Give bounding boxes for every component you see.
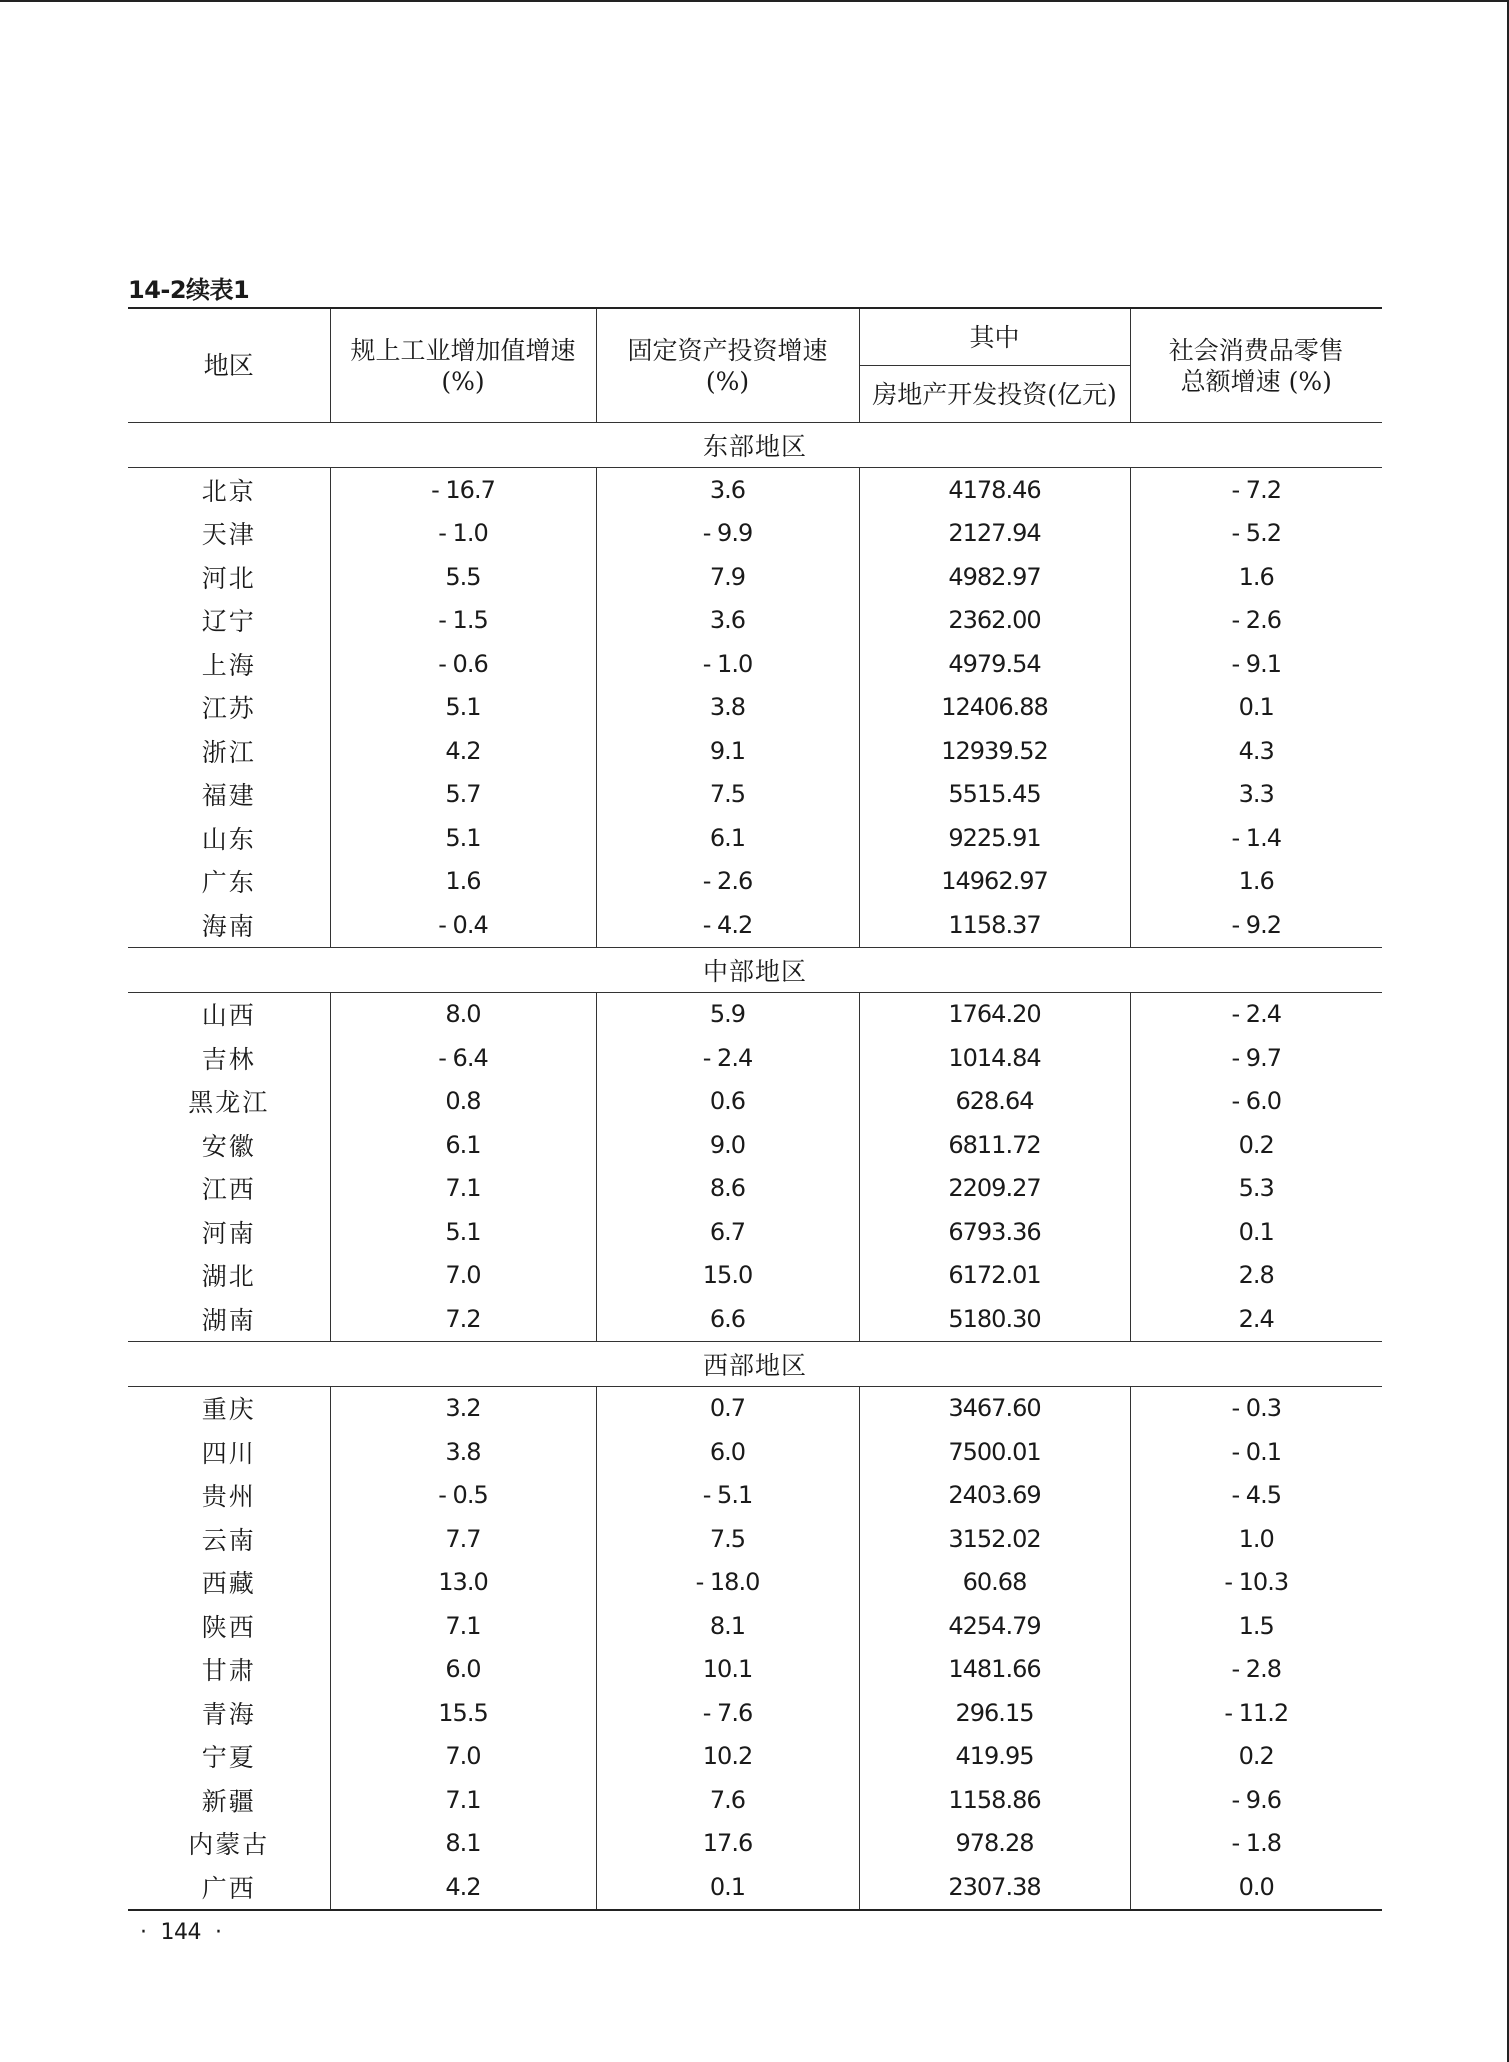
cell-retail-growth: - 9.2: [1130, 903, 1382, 947]
cell-real-estate: 1158.86: [859, 1778, 1130, 1822]
table-row: [128, 1517, 1382, 1561]
cell-region: 宁夏: [201, 1743, 256, 1773]
header-retail-line2: 总额增速 (%): [1180, 366, 1332, 396]
cell-industrial-growth: 4.2: [330, 1865, 596, 1910]
cell-retail-growth: - 1.8: [1130, 1822, 1382, 1866]
cell-retail-growth: 2.4: [1130, 1297, 1382, 1341]
cell-industrial-growth: 7.0: [330, 1735, 596, 1779]
cell-region: 重庆: [201, 1395, 256, 1425]
cell-region: 安徽: [201, 1131, 256, 1161]
cell-fixed-investment: 6.6: [596, 1297, 859, 1341]
cell-region: 黑龙江: [188, 1088, 270, 1118]
table-row: [128, 1691, 1382, 1735]
cell-retail-growth: 0.1: [1130, 1210, 1382, 1254]
cell-real-estate: 12406.88: [859, 686, 1130, 730]
cell-fixed-investment: 6.0: [596, 1430, 859, 1474]
cell-industrial-growth: 5.1: [330, 816, 596, 860]
cell-industrial-growth: 13.0: [330, 1561, 596, 1605]
cell-industrial-growth: 7.1: [330, 1167, 596, 1211]
cell-retail-growth: - 0.1: [1130, 1430, 1382, 1474]
page-number-value: 144: [160, 1920, 201, 1945]
cell-region: 陕西: [201, 1612, 256, 1642]
table-row: [128, 686, 1382, 730]
section-label: 西部地区: [128, 1341, 1382, 1386]
cell-real-estate: 4178.46: [859, 468, 1130, 512]
table-row: [128, 599, 1382, 643]
cell-retail-growth: - 2.8: [1130, 1648, 1382, 1692]
cell-region: 河北: [201, 563, 256, 593]
table-row: [128, 729, 1382, 773]
cell-retail-growth: 1.5: [1130, 1604, 1382, 1648]
table-title: 14-2续表1: [128, 276, 250, 304]
table-row: [128, 992, 1382, 1036]
table-row: [128, 1474, 1382, 1518]
cell-region: 西藏: [201, 1569, 256, 1599]
header-industrial-line2: (%): [441, 366, 485, 396]
cell-retail-growth: - 4.5: [1130, 1474, 1382, 1518]
cell-retail-growth: - 6.0: [1130, 1080, 1382, 1124]
cell-fixed-investment: 9.1: [596, 729, 859, 773]
cell-retail-growth: - 7.2: [1130, 468, 1382, 512]
cell-fixed-investment: 7.5: [596, 773, 859, 817]
cell-fixed-investment: 17.6: [596, 1822, 859, 1866]
cell-retail-growth: - 10.3: [1130, 1561, 1382, 1605]
cell-real-estate: 12939.52: [859, 729, 1130, 773]
table-row: [128, 1036, 1382, 1080]
cell-industrial-growth: 1.6: [330, 860, 596, 904]
cell-fixed-investment: 8.1: [596, 1604, 859, 1648]
page-number: [126, 1920, 236, 1945]
table-row: [128, 555, 1382, 599]
table-row: [128, 773, 1382, 817]
table-body: [128, 423, 1382, 1910]
cell-industrial-growth: - 16.7: [330, 468, 596, 512]
cell-fixed-investment: 10.2: [596, 1735, 859, 1779]
cell-retail-growth: 5.3: [1130, 1167, 1382, 1211]
header-industrial-line1: 规上工业增加值增速: [350, 335, 576, 365]
cell-industrial-growth: 3.8: [330, 1430, 596, 1474]
cell-real-estate: 2307.38: [859, 1865, 1130, 1910]
cell-industrial-growth: 5.7: [330, 773, 596, 817]
cell-fixed-investment: 6.7: [596, 1210, 859, 1254]
cell-fixed-investment: 7.6: [596, 1778, 859, 1822]
cell-real-estate: 419.95: [859, 1735, 1130, 1779]
cell-industrial-growth: 3.2: [330, 1386, 596, 1430]
cell-industrial-growth: 7.1: [330, 1778, 596, 1822]
cell-real-estate: 6172.01: [859, 1254, 1130, 1298]
section-row: [128, 1341, 1382, 1386]
data-table: [128, 307, 1382, 1911]
cell-fixed-investment: 8.6: [596, 1167, 859, 1211]
cell-real-estate: 3152.02: [859, 1517, 1130, 1561]
table-row: [128, 1735, 1382, 1779]
cell-retail-growth: - 0.3: [1130, 1386, 1382, 1430]
cell-region: 四川: [201, 1438, 256, 1468]
cell-region: 湖南: [201, 1305, 256, 1335]
cell-retail-growth: 3.3: [1130, 773, 1382, 817]
cell-fixed-investment: - 4.2: [596, 903, 859, 947]
cell-region: 新疆: [201, 1786, 256, 1816]
cell-real-estate: 1764.20: [859, 992, 1130, 1036]
cell-industrial-growth: 4.2: [330, 729, 596, 773]
header-fixed-investment: [596, 308, 859, 423]
cell-retail-growth: - 9.1: [1130, 642, 1382, 686]
cell-industrial-growth: - 0.5: [330, 1474, 596, 1518]
cell-industrial-growth: 5.5: [330, 555, 596, 599]
table-row: [128, 903, 1382, 947]
cell-fixed-investment: 6.1: [596, 816, 859, 860]
section-row: [128, 423, 1382, 468]
cell-real-estate: 9225.91: [859, 816, 1130, 860]
cell-region: 上海: [201, 650, 256, 680]
table-row: [128, 1604, 1382, 1648]
cell-retail-growth: 4.3: [1130, 729, 1382, 773]
cell-region: 甘肃: [201, 1656, 256, 1686]
cell-fixed-investment: 0.6: [596, 1080, 859, 1124]
table-row: [128, 1648, 1382, 1692]
cell-real-estate: 296.15: [859, 1691, 1130, 1735]
section-label: 东部地区: [128, 423, 1382, 468]
cell-region: 浙江: [201, 737, 256, 767]
cell-real-estate: 978.28: [859, 1822, 1130, 1866]
header-fixed-line1: 固定资产投资增速: [627, 335, 828, 365]
cell-fixed-investment: 9.0: [596, 1123, 859, 1167]
cell-region: 山东: [201, 824, 256, 854]
cell-retail-growth: - 11.2: [1130, 1691, 1382, 1735]
cell-real-estate: 6793.36: [859, 1210, 1130, 1254]
cell-industrial-growth: 7.1: [330, 1604, 596, 1648]
cell-retail-growth: - 2.4: [1130, 992, 1382, 1036]
cell-real-estate: 1014.84: [859, 1036, 1130, 1080]
cell-region: 辽宁: [201, 607, 256, 637]
header-region: [128, 308, 330, 423]
cell-retail-growth: - 1.4: [1130, 816, 1382, 860]
cell-retail-growth: - 9.7: [1130, 1036, 1382, 1080]
cell-industrial-growth: 6.1: [330, 1123, 596, 1167]
cell-region: 内蒙古: [188, 1830, 270, 1860]
cell-fixed-investment: 0.7: [596, 1386, 859, 1430]
cell-industrial-growth: - 1.0: [330, 512, 596, 556]
cell-retail-growth: 1.6: [1130, 555, 1382, 599]
header-of-which-label: 其中: [969, 322, 1020, 352]
cell-retail-growth: 0.2: [1130, 1735, 1382, 1779]
cell-real-estate: 4979.54: [859, 642, 1130, 686]
cell-retail-growth: 1.6: [1130, 860, 1382, 904]
table-row: [128, 1297, 1382, 1341]
section-row: [128, 947, 1382, 992]
header-retail-line1: 社会消费品零售: [1168, 335, 1344, 365]
cell-industrial-growth: 5.1: [330, 686, 596, 730]
table-row: [128, 1865, 1382, 1910]
cell-industrial-growth: - 0.4: [330, 903, 596, 947]
cell-retail-growth: 0.0: [1130, 1865, 1382, 1910]
cell-retail-growth: 0.2: [1130, 1123, 1382, 1167]
cell-real-estate: 5180.30: [859, 1297, 1130, 1341]
cell-fixed-investment: 3.8: [596, 686, 859, 730]
cell-fixed-investment: - 9.9: [596, 512, 859, 556]
cell-real-estate: 2209.27: [859, 1167, 1130, 1211]
cell-fixed-investment: 7.5: [596, 1517, 859, 1561]
header-fixed-line2: (%): [705, 366, 750, 396]
cell-retail-growth: - 2.6: [1130, 599, 1382, 643]
table-row: [128, 642, 1382, 686]
cell-fixed-investment: 0.1: [596, 1865, 859, 1910]
table-row: [128, 1254, 1382, 1298]
cell-real-estate: 2127.94: [859, 512, 1130, 556]
cell-real-estate: 4982.97: [859, 555, 1130, 599]
cell-fixed-investment: 10.1: [596, 1648, 859, 1692]
cell-industrial-growth: 8.0: [330, 992, 596, 1036]
cell-fixed-investment: - 1.0: [596, 642, 859, 686]
cell-real-estate: 1158.37: [859, 903, 1130, 947]
table-header: [128, 308, 1382, 423]
cell-fixed-investment: - 2.4: [596, 1036, 859, 1080]
table-row: [128, 1123, 1382, 1167]
cell-region: 江苏: [201, 694, 256, 724]
cell-real-estate: 7500.01: [859, 1430, 1130, 1474]
page-number-dot-left: ·: [140, 1920, 147, 1945]
cell-fixed-investment: 3.6: [596, 599, 859, 643]
cell-industrial-growth: 8.1: [330, 1822, 596, 1866]
cell-real-estate: 5515.45: [859, 773, 1130, 817]
cell-region: 海南: [201, 911, 256, 941]
table-row: [128, 1210, 1382, 1254]
header-real-estate-label: 房地产开发投资(亿元): [872, 379, 1117, 409]
cell-region: 山西: [201, 1001, 256, 1031]
cell-fixed-investment: - 5.1: [596, 1474, 859, 1518]
cell-fixed-investment: - 18.0: [596, 1561, 859, 1605]
table-row: [128, 1430, 1382, 1474]
cell-industrial-growth: 15.5: [330, 1691, 596, 1735]
cell-fixed-investment: - 2.6: [596, 860, 859, 904]
cell-retail-growth: 1.0: [1130, 1517, 1382, 1561]
table-row: [128, 1561, 1382, 1605]
page-number-dot-right: ·: [215, 1920, 222, 1945]
cell-industrial-growth: 7.0: [330, 1254, 596, 1298]
cell-real-estate: 6811.72: [859, 1123, 1130, 1167]
cell-retail-growth: - 9.6: [1130, 1778, 1382, 1822]
cell-industrial-growth: - 6.4: [330, 1036, 596, 1080]
cell-real-estate: 3467.60: [859, 1386, 1130, 1430]
cell-real-estate: 60.68: [859, 1561, 1130, 1605]
cell-region: 福建: [201, 781, 256, 811]
cell-region: 天津: [201, 520, 256, 550]
header-region-label: 地区: [203, 351, 254, 380]
table-row: [128, 1080, 1382, 1124]
table-row: [128, 1822, 1382, 1866]
cell-region: 广东: [201, 868, 256, 898]
cell-real-estate: 4254.79: [859, 1604, 1130, 1648]
cell-region: 广西: [128, 1865, 330, 1910]
cell-region: 贵州: [201, 1482, 256, 1512]
table-row: [128, 1386, 1382, 1430]
cell-industrial-growth: 0.8: [330, 1080, 596, 1124]
cell-real-estate: 628.64: [859, 1080, 1130, 1124]
cell-real-estate: 2403.69: [859, 1474, 1130, 1518]
cell-fixed-investment: 15.0: [596, 1254, 859, 1298]
cell-region: 云南: [201, 1525, 256, 1555]
cell-retail-growth: - 5.2: [1130, 512, 1382, 556]
table-row: [128, 1778, 1382, 1822]
header-of-which: [859, 308, 1130, 366]
cell-region: 江西: [201, 1175, 256, 1205]
cell-region: 湖北: [201, 1262, 256, 1292]
cell-industrial-growth: 5.1: [330, 1210, 596, 1254]
header-real-estate: [859, 366, 1130, 423]
cell-industrial-growth: 7.2: [330, 1297, 596, 1341]
table-row: [128, 512, 1382, 556]
table-row: [128, 468, 1382, 512]
table-row: [128, 816, 1382, 860]
cell-retail-growth: 2.8: [1130, 1254, 1382, 1298]
cell-fixed-investment: 7.9: [596, 555, 859, 599]
cell-industrial-growth: 7.7: [330, 1517, 596, 1561]
cell-real-estate: 2362.00: [859, 599, 1130, 643]
cell-retail-growth: 0.1: [1130, 686, 1382, 730]
cell-region: 吉林: [201, 1044, 256, 1074]
cell-real-estate: 14962.97: [859, 860, 1130, 904]
table-row: [128, 860, 1382, 904]
cell-fixed-investment: - 7.6: [596, 1691, 859, 1735]
table-row: [128, 1167, 1382, 1211]
cell-industrial-growth: 6.0: [330, 1648, 596, 1692]
cell-region: 北京: [201, 476, 256, 506]
cell-industrial-growth: - 1.5: [330, 599, 596, 643]
cell-real-estate: 1481.66: [859, 1648, 1130, 1692]
section-label: 中部地区: [128, 947, 1382, 992]
header-industrial-growth: [330, 308, 596, 423]
cell-region: 青海: [201, 1699, 256, 1729]
cell-fixed-investment: 5.9: [596, 992, 859, 1036]
cell-industrial-growth: - 0.6: [330, 642, 596, 686]
cell-fixed-investment: 3.6: [596, 468, 859, 512]
cell-region: 河南: [201, 1218, 256, 1248]
header-retail-growth: [1130, 308, 1382, 423]
